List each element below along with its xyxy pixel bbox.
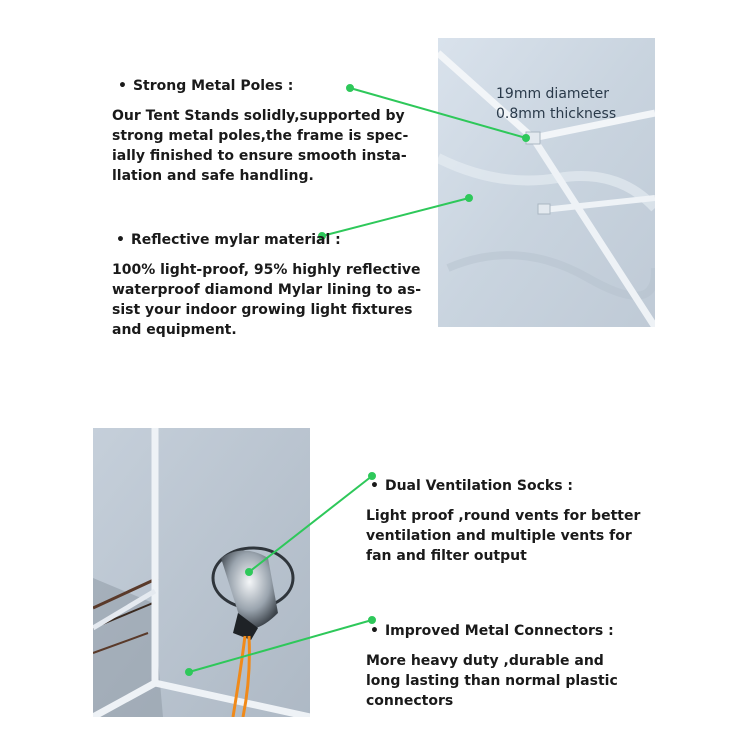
feature-improved-metal-connectors [366, 623, 618, 711]
feature-reflective-mylar [112, 232, 421, 340]
feature-description: More heavy duty ,durable and long lasting than normal plastic connectors [366, 653, 618, 709]
feature-title: • Dual Ventilation Socks : [370, 478, 573, 494]
pole-diameter: 19mm diameter [496, 86, 610, 102]
feature-title: • Improved Metal Connectors : [370, 623, 614, 639]
feature-description: Our Tent Stands solidly,supported by strong metal poles,the frame is spec- ially finished to ensure smooth insta- llation and safe handling. [112, 108, 409, 184]
feature-title: • Strong Metal Poles : [118, 78, 294, 94]
pole-thickness: 0.8mm thickness [496, 106, 617, 122]
feature-description: Light proof ,round vents for better ventilation and multiple vents for fan and filter output [366, 508, 641, 564]
feature-title: • Reflective mylar material : [116, 232, 341, 248]
feature-strong-metal-poles [112, 78, 408, 186]
feature-dual-ventilation-socks [366, 478, 640, 566]
feature-description: 100% light-proof, 95% highly reflective waterproof diamond Mylar lining to as- sist your indoor growing light fixtures and equipment. [112, 262, 422, 338]
